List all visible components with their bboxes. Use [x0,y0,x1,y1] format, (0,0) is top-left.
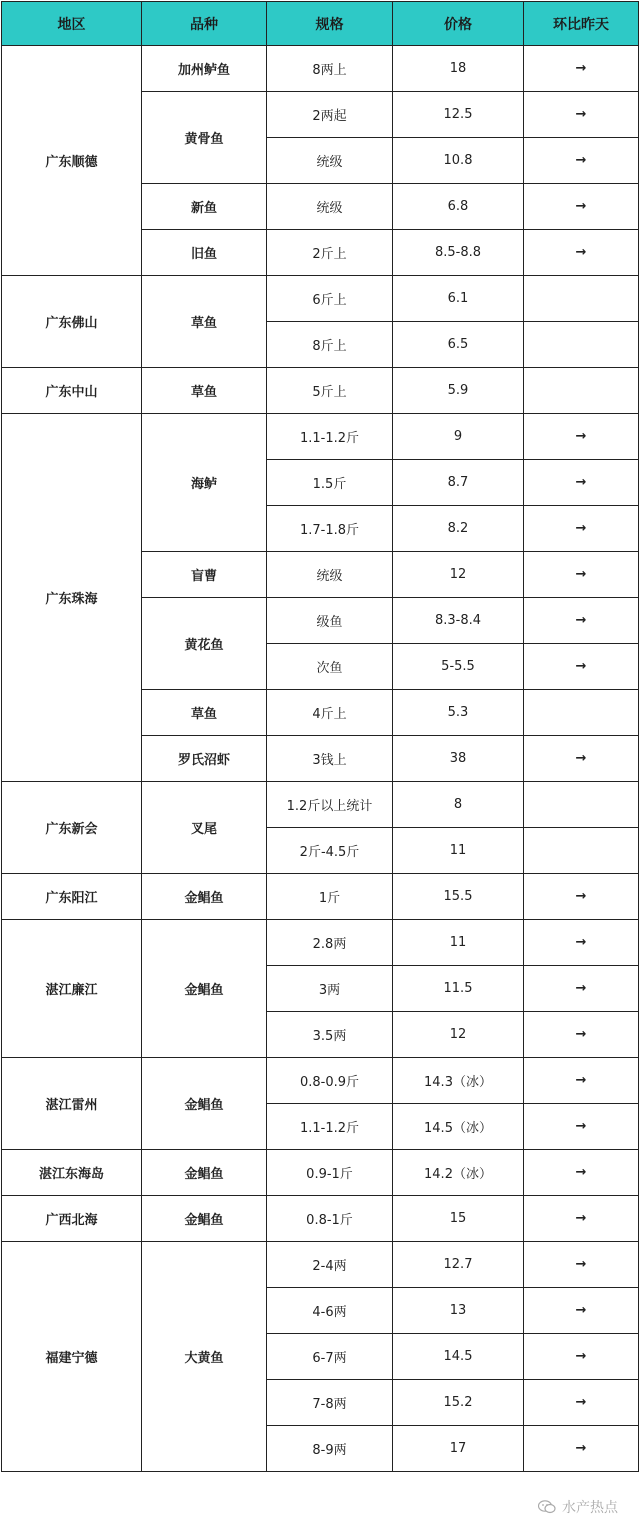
region-cell: 广东珠海 [2,414,142,782]
spec-cell: 6-7两 [267,1334,393,1380]
price-cell: 8.5-8.8 [393,230,524,276]
species-cell: 草鱼 [142,276,267,368]
trend-cell [524,782,639,828]
spec-cell: 3两 [267,966,393,1012]
arrow-right-icon: → [575,1073,587,1088]
header-region: 地区 [2,2,142,46]
price-cell: 12.7 [393,1242,524,1288]
table-row [2,368,639,414]
spec-cell: 5斤上 [267,368,393,414]
spec-cell: 2斤上 [267,230,393,276]
arrow-right-icon: → [575,613,587,628]
species-cell: 盲曹 [142,552,267,598]
trend-cell [524,460,639,506]
price-cell: 8 [393,782,524,828]
spec-cell: 1.1-1.2斤 [267,414,393,460]
species-cell: 海鲈 [142,414,267,552]
table-row [2,46,639,92]
trend-cell [524,414,639,460]
price-cell: 17 [393,1426,524,1472]
trend-cell [524,1196,639,1242]
arrow-right-icon: → [575,521,587,536]
species-cell: 金鲳鱼 [142,874,267,920]
trend-cell [524,874,639,920]
species-cell: 金鲳鱼 [142,1196,267,1242]
trend-cell [524,966,639,1012]
trend-cell [524,276,639,322]
arrow-right-icon: → [575,107,587,122]
arrow-right-icon: → [575,1211,587,1226]
arrow-right-icon: → [575,1349,587,1364]
table-row [2,414,639,460]
spec-cell: 1斤 [267,874,393,920]
spec-cell: 6斤上 [267,276,393,322]
spec-cell: 4斤上 [267,690,393,736]
species-cell: 金鲳鱼 [142,920,267,1058]
trend-cell [524,322,639,368]
trend-cell [524,92,639,138]
price-cell: 13 [393,1288,524,1334]
table-row [2,920,639,966]
price-cell: 38 [393,736,524,782]
species-cell: 黄花鱼 [142,598,267,690]
price-cell: 11 [393,920,524,966]
spec-cell: 次鱼 [267,644,393,690]
trend-cell [524,506,639,552]
species-cell: 加州鲈鱼 [142,46,267,92]
price-cell: 12 [393,1012,524,1058]
price-cell: 12 [393,552,524,598]
region-cell: 广西北海 [2,1196,142,1242]
price-cell: 14.3（冰） [393,1058,524,1104]
species-cell: 金鲳鱼 [142,1150,267,1196]
spec-cell: 8两上 [267,46,393,92]
table-row [2,1242,639,1288]
watermark-text: 水产热点 [562,1500,618,1516]
price-cell: 10.8 [393,138,524,184]
trend-cell [524,1150,639,1196]
spec-cell: 1.5斤 [267,460,393,506]
price-cell: 5.3 [393,690,524,736]
spec-cell: 2两起 [267,92,393,138]
price-cell: 15.2 [393,1380,524,1426]
spec-cell: 统级 [267,552,393,598]
species-cell: 叉尾 [142,782,267,874]
spec-cell: 2.8两 [267,920,393,966]
arrow-right-icon: → [575,153,587,168]
spec-cell: 1.7-1.8斤 [267,506,393,552]
trend-cell [524,1058,639,1104]
region-cell: 广东新会 [2,782,142,874]
arrow-right-icon: → [575,1027,587,1042]
arrow-right-icon: → [575,61,587,76]
header-trend: 环比昨天 [524,2,639,46]
arrow-right-icon: → [575,245,587,260]
species-cell: 金鲳鱼 [142,1058,267,1150]
spec-cell: 7-8两 [267,1380,393,1426]
arrow-right-icon: → [575,429,587,444]
spec-cell: 3钱上 [267,736,393,782]
trend-cell [524,1242,639,1288]
price-cell: 11 [393,828,524,874]
table-row [2,1196,639,1242]
price-cell: 6.5 [393,322,524,368]
spec-cell: 统级 [267,138,393,184]
spec-cell: 0.8-0.9斤 [267,1058,393,1104]
region-cell: 广东佛山 [2,276,142,368]
trend-cell [524,184,639,230]
arrow-right-icon: → [575,1165,587,1180]
region-cell: 广东阳江 [2,874,142,920]
trend-cell [524,552,639,598]
arrow-right-icon: → [575,1303,587,1318]
arrow-right-icon: → [575,889,587,904]
price-cell: 15 [393,1196,524,1242]
trend-cell [524,920,639,966]
trend-cell [524,1380,639,1426]
price-cell: 18 [393,46,524,92]
arrow-right-icon: → [575,659,587,674]
trend-cell [524,598,639,644]
species-cell: 新鱼 [142,184,267,230]
region-cell: 湛江廉江 [2,920,142,1058]
arrow-right-icon: → [575,567,587,582]
price-cell: 14.5 [393,1334,524,1380]
table-header [2,2,639,46]
arrow-right-icon: → [575,751,587,766]
price-cell: 8.3-8.4 [393,598,524,644]
spec-cell: 2-4两 [267,1242,393,1288]
price-cell: 6.8 [393,184,524,230]
trend-cell [524,736,639,782]
arrow-right-icon: → [575,935,587,950]
spec-cell: 统级 [267,184,393,230]
price-cell: 15.5 [393,874,524,920]
wechat-logo-icon [538,1500,556,1514]
species-cell: 罗氏沼虾 [142,736,267,782]
price-cell: 5.9 [393,368,524,414]
arrow-right-icon: → [575,1257,587,1272]
trend-cell [524,46,639,92]
arrow-right-icon: → [575,1395,587,1410]
table-row [2,782,639,828]
arrow-right-icon: → [575,981,587,996]
spec-cell: 1.1-1.2斤 [267,1104,393,1150]
spec-cell: 1.2斤以上统计 [267,782,393,828]
header-species: 品种 [142,2,267,46]
spec-cell: 级鱼 [267,598,393,644]
trend-cell [524,1334,639,1380]
trend-cell [524,1426,639,1472]
region-cell: 福建宁德 [2,1242,142,1472]
arrow-right-icon: → [575,1119,587,1134]
region-cell: 湛江雷州 [2,1058,142,1150]
header-spec: 规格 [267,2,393,46]
arrow-right-icon: → [575,475,587,490]
price-cell: 14.2（冰） [393,1150,524,1196]
trend-cell [524,644,639,690]
price-cell: 12.5 [393,92,524,138]
species-cell: 大黄鱼 [142,1242,267,1472]
region-cell: 湛江东海岛 [2,1150,142,1196]
trend-cell [524,368,639,414]
species-cell: 黄骨鱼 [142,92,267,184]
trend-cell [524,1012,639,1058]
species-cell: 旧鱼 [142,230,267,276]
trend-cell [524,138,639,184]
table-row [2,874,639,920]
table-body [2,46,639,1472]
region-cell: 广东中山 [2,368,142,414]
watermark [538,1497,618,1517]
table-row [2,276,639,322]
species-cell: 草鱼 [142,690,267,736]
trend-cell [524,690,639,736]
trend-cell [524,1288,639,1334]
price-cell: 5-5.5 [393,644,524,690]
price-table [1,1,639,1472]
spec-cell: 0.9-1斤 [267,1150,393,1196]
spec-cell: 4-6两 [267,1288,393,1334]
table-row [2,1058,639,1104]
spec-cell: 2斤-4.5斤 [267,828,393,874]
header-row [2,2,639,46]
trend-cell [524,230,639,276]
spec-cell: 8斤上 [267,322,393,368]
header-price: 价格 [393,2,524,46]
spec-cell: 0.8-1斤 [267,1196,393,1242]
table-row [2,1150,639,1196]
price-cell: 11.5 [393,966,524,1012]
price-cell: 8.7 [393,460,524,506]
region-cell: 广东顺德 [2,46,142,276]
price-cell: 8.2 [393,506,524,552]
price-cell: 9 [393,414,524,460]
spec-cell: 8-9两 [267,1426,393,1472]
price-cell: 6.1 [393,276,524,322]
trend-cell [524,828,639,874]
price-cell: 14.5（冰） [393,1104,524,1150]
spec-cell: 3.5两 [267,1012,393,1058]
arrow-right-icon: → [575,1441,587,1456]
species-cell: 草鱼 [142,368,267,414]
arrow-right-icon: → [575,199,587,214]
trend-cell [524,1104,639,1150]
